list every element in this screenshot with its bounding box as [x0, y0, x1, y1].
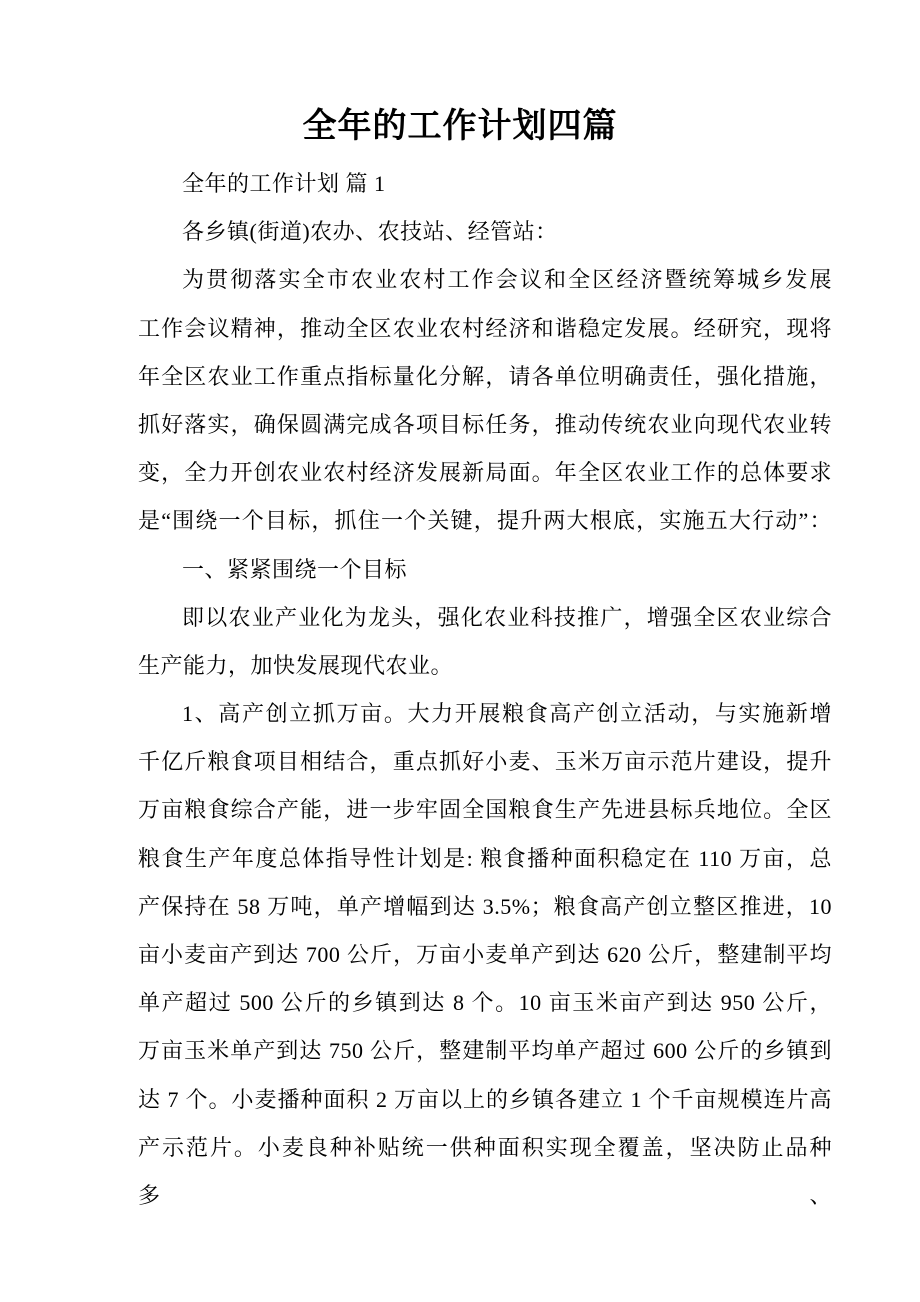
text-line: 产示范片。小麦良种补贴统一供种面积实现全覆盖，坚决防止品种多、: [138, 1134, 832, 1208]
paragraph: [138, 160, 832, 208]
text-line: 生产能力，加快发展现代农业。: [138, 652, 454, 678]
paragraph: [138, 256, 832, 545]
text-line: 工作会议精神，推动全区农业农村经济和谐稳定发展。经研究，现将: [138, 315, 832, 341]
paragraph: [138, 594, 832, 690]
text-line: 各乡镇(街道)农办、农技站、经管站：: [182, 219, 558, 245]
text-line: 1、高产创立抓万亩。大力开展粮食高产创立活动，与实施新增: [182, 701, 832, 727]
text-line: 是“围绕一个目标，抓住一个关键，提升两大根底，实施五大行动”：: [138, 508, 832, 534]
text-line: 年全区农业工作重点指标量化分解，请各单位明确责任，强化措施，: [138, 363, 832, 389]
text-line: 全年的工作计划 篇 1: [182, 171, 386, 196]
text-line: 万亩玉米单产到达 750 公斤，整建制平均单产超过 600 公斤的乡镇到: [138, 1038, 832, 1064]
text-line: 粮食生产年度总体指导性计划是: 粮食播种面积稳定在 110 万亩，总: [138, 845, 832, 871]
text-line: 变，全力开创农业农村经济发展新局面。年全区农业工作的总体要求: [138, 460, 832, 486]
text-line: 千亿斤粮食项目相结合，重点抓好小麦、玉米万亩示范片建设，提升: [138, 749, 832, 775]
paragraph: [138, 546, 832, 594]
text-line: 单产超过 500 公斤的乡镇到达 8 个。10 亩玉米亩产到达 950 公斤，: [138, 990, 832, 1016]
paragraph: [138, 208, 832, 256]
text-line: 抓好落实，确保圆满完成各项目标任务，推动传统农业向现代农业转: [138, 411, 832, 437]
text-line: 为贯彻落实全市农业农村工作会议和全区经济暨统筹城乡发展: [182, 267, 832, 293]
document-title: 全年的工作计划四篇: [302, 107, 618, 145]
text-line: 一、紧紧围绕一个目标: [182, 556, 408, 582]
paragraph: [138, 690, 832, 1208]
text-line: 亩小麦亩产到达 700 公斤，万亩小麦单产到达 620 公斤，整建制平均: [138, 942, 832, 967]
document-body: [138, 160, 832, 1208]
text-line: 产保持在 58 万吨，单产增幅到达 3.5%；粮食高产创立整区推进，10: [138, 893, 832, 919]
text-line: 达 7 个。小麦播种面积 2 万亩以上的乡镇各建立 1 个千亩规模连片高: [138, 1086, 832, 1112]
text-line: 即以农业产业化为龙头，强化农业科技推广，增强全区农业综合: [182, 604, 832, 630]
text-line: 万亩粮食综合产能，进一步牢固全国粮食生产先进县标兵地位。全区: [138, 797, 832, 823]
